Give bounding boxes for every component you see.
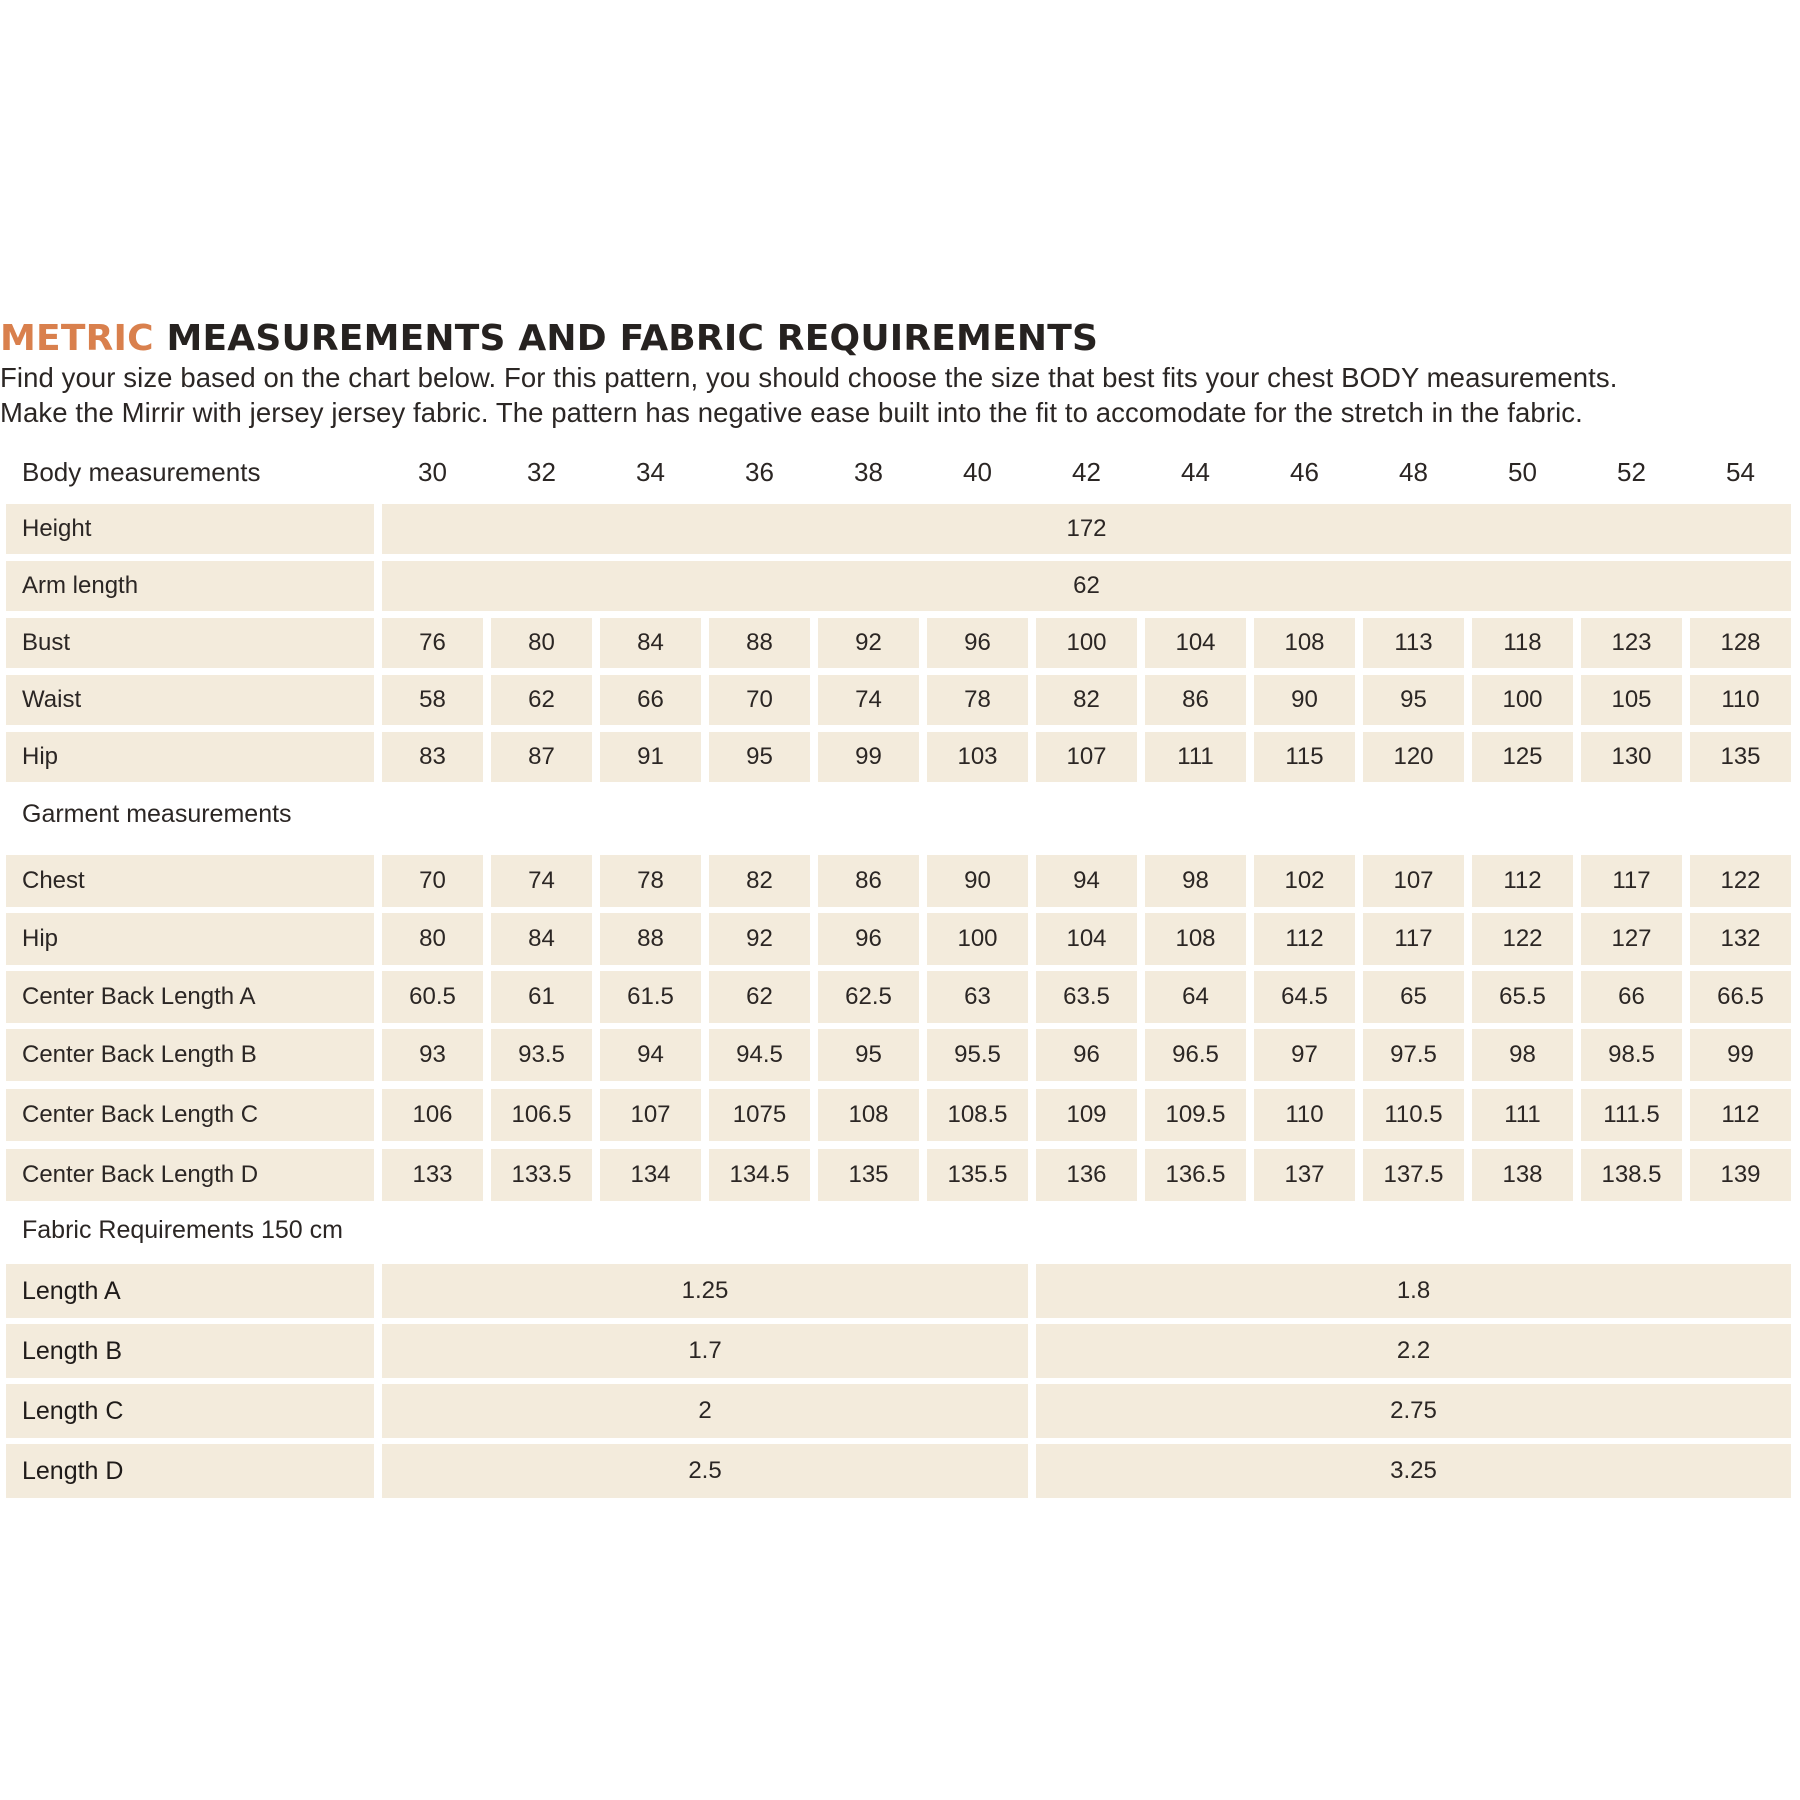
value-size-32: 106.5 [491, 1089, 592, 1141]
value-size-40: 95.5 [927, 1029, 1028, 1081]
page-title [0, 318, 1800, 360]
row-height [6, 504, 1790, 554]
value-size-46: 108 [1254, 618, 1355, 668]
value-size-46: 112 [1254, 913, 1355, 965]
value-size-44: 64 [1145, 971, 1246, 1023]
value-size-38: 86 [818, 855, 919, 907]
value-size-54: 112 [1690, 1089, 1791, 1141]
value-size-52: 130 [1581, 732, 1682, 782]
size-header-52: 52 [1617, 456, 1646, 487]
value-size-52: 127 [1581, 913, 1682, 965]
value-size-40: 108.5 [927, 1089, 1028, 1141]
body-measurements-heading: Body measurements [22, 456, 261, 487]
value-size-32: 133.5 [491, 1149, 592, 1201]
row-garment-center-back-length-a [6, 971, 1790, 1023]
value-size-36: 134.5 [709, 1149, 810, 1201]
value-size-48: 65 [1363, 971, 1464, 1023]
page-header [0, 318, 1800, 430]
row-fabric-length-d [6, 1444, 1790, 1498]
value-size-52: 66 [1581, 971, 1682, 1023]
value-size-54: 110 [1690, 675, 1791, 725]
value-size-32: 80 [491, 618, 592, 668]
value-size-38: 108 [818, 1089, 919, 1141]
value-size-48: 110.5 [1363, 1089, 1464, 1141]
title-accent: METRIC [0, 318, 154, 359]
fabric-value-small-sizes: 1.25 [382, 1264, 1028, 1318]
size-header-32: 32 [527, 456, 556, 487]
value-size-46: 110 [1254, 1089, 1355, 1141]
value-size-44: 109.5 [1145, 1089, 1246, 1141]
value-size-40: 78 [927, 675, 1028, 725]
value-size-36: 92 [709, 913, 810, 965]
value-size-52: 138.5 [1581, 1149, 1682, 1201]
value-size-54: 128 [1690, 618, 1791, 668]
title-rest: MEASUREMENTS AND FABRIC REQUIREMENTS [153, 318, 1099, 359]
value-size-52: 105 [1581, 675, 1682, 725]
row-label: Center Back Length B [6, 1029, 374, 1081]
row-label: Length C [6, 1384, 374, 1438]
size-header-40: 40 [963, 456, 992, 487]
value-size-48: 120 [1363, 732, 1464, 782]
size-header-46: 46 [1290, 456, 1319, 487]
fabric-value-large-sizes: 2.75 [1036, 1384, 1791, 1438]
value-size-36: 82 [709, 855, 810, 907]
row-label: Height [6, 504, 374, 554]
row-label: Length B [6, 1324, 374, 1378]
value-size-42: 109 [1036, 1089, 1137, 1141]
size-header-38: 38 [854, 456, 883, 487]
row-fabric-length-a [6, 1264, 1790, 1318]
value-size-30: 60.5 [382, 971, 483, 1023]
value-size-50: 122 [1472, 913, 1573, 965]
value-size-32: 74 [491, 855, 592, 907]
row-garment-center-back-length-c [6, 1089, 1790, 1141]
value-size-40: 135.5 [927, 1149, 1028, 1201]
value-size-36: 70 [709, 675, 810, 725]
value-size-44: 104 [1145, 618, 1246, 668]
value-size-48: 117 [1363, 913, 1464, 965]
value-size-54: 122 [1690, 855, 1791, 907]
value-size-32: 62 [491, 675, 592, 725]
size-header-50: 50 [1508, 456, 1537, 487]
row-garment-center-back-length-b [6, 1029, 1790, 1081]
value-size-44: 111 [1145, 732, 1246, 782]
value-size-30: 106 [382, 1089, 483, 1141]
value-size-50: 138 [1472, 1149, 1573, 1201]
size-header-54: 54 [1726, 456, 1755, 487]
value-size-42: 82 [1036, 675, 1137, 725]
value-size-50: 98 [1472, 1029, 1573, 1081]
row-label: Hip [6, 913, 374, 965]
garment-measurements-heading: Garment measurements [22, 800, 292, 828]
value-size-34: 84 [600, 618, 701, 668]
value-size-38: 96 [818, 913, 919, 965]
value-size-52: 98.5 [1581, 1029, 1682, 1081]
size-header-34: 34 [636, 456, 665, 487]
row-garment-center-back-length-d [6, 1149, 1790, 1201]
value-size-30: 83 [382, 732, 483, 782]
value-size-42: 96 [1036, 1029, 1137, 1081]
value-size-44: 136.5 [1145, 1149, 1246, 1201]
value-size-54: 66.5 [1690, 971, 1791, 1023]
value-size-44: 96.5 [1145, 1029, 1246, 1081]
value-size-44: 98 [1145, 855, 1246, 907]
value-size-54: 99 [1690, 1029, 1791, 1081]
value-size-40: 90 [927, 855, 1028, 907]
intro-line-2: Make the Mirrir with jersey jersey fabric. The pattern has negative ease built into the fit to accomodate for the stretch in the fabric. [0, 397, 1583, 428]
value-size-42: 136 [1036, 1149, 1137, 1201]
value-size-32: 84 [491, 913, 592, 965]
value-size-34: 66 [600, 675, 701, 725]
size-header-42: 42 [1072, 456, 1101, 487]
value-size-52: 111.5 [1581, 1089, 1682, 1141]
row-label: Hip [6, 732, 374, 782]
value-size-34: 91 [600, 732, 701, 782]
value-size-30: 93 [382, 1029, 483, 1081]
row-label: Length A [6, 1264, 374, 1318]
row-garment-hip [6, 913, 1790, 965]
value-size-40: 96 [927, 618, 1028, 668]
value-size-36: 95 [709, 732, 810, 782]
row-label: Center Back Length C [6, 1089, 374, 1141]
row-arm-length [6, 561, 1790, 611]
value-size-54: 139 [1690, 1149, 1791, 1201]
value-size-50: 65.5 [1472, 971, 1573, 1023]
value-size-48: 107 [1363, 855, 1464, 907]
value-size-36: 1075 [709, 1089, 810, 1141]
value-size-48: 137.5 [1363, 1149, 1464, 1201]
value-size-30: 58 [382, 675, 483, 725]
value-size-42: 107 [1036, 732, 1137, 782]
value-size-30: 76 [382, 618, 483, 668]
value-size-30: 133 [382, 1149, 483, 1201]
fabric-value-large-sizes: 3.25 [1036, 1444, 1791, 1498]
value-size-46: 115 [1254, 732, 1355, 782]
value-size-50: 125 [1472, 732, 1573, 782]
row-body-waist [6, 675, 1790, 725]
value-size-44: 86 [1145, 675, 1246, 725]
size-header-30: 30 [418, 456, 447, 487]
size-header-36: 36 [745, 456, 774, 487]
value-size-48: 97.5 [1363, 1029, 1464, 1081]
value-size-46: 97 [1254, 1029, 1355, 1081]
row-label: Length D [6, 1444, 374, 1498]
row-fabric-length-c [6, 1384, 1790, 1438]
value-size-36: 88 [709, 618, 810, 668]
value-size-30: 80 [382, 913, 483, 965]
intro-line-1: Find your size based on the chart below. For this pattern, you should choose the size that best fits your chest BODY measurements. [0, 362, 1618, 393]
value-size-40: 103 [927, 732, 1028, 782]
row-label: Center Back Length D [6, 1149, 374, 1201]
value-size-54: 132 [1690, 913, 1791, 965]
value-size-38: 135 [818, 1149, 919, 1201]
row-label: Arm length [6, 561, 374, 611]
value-size-40: 63 [927, 971, 1028, 1023]
value-size-50: 111 [1472, 1089, 1573, 1141]
value-size-44: 108 [1145, 913, 1246, 965]
value-size-46: 102 [1254, 855, 1355, 907]
value-size-42: 94 [1036, 855, 1137, 907]
value-size-36: 62 [709, 971, 810, 1023]
value-size-34: 134 [600, 1149, 701, 1201]
value-size-48: 113 [1363, 618, 1464, 668]
size-header-44: 44 [1181, 456, 1210, 487]
value-size-38: 74 [818, 675, 919, 725]
fabric-value-small-sizes: 1.7 [382, 1324, 1028, 1378]
value-size-50: 118 [1472, 618, 1573, 668]
row-label: Chest [6, 855, 374, 907]
fabric-value-large-sizes: 1.8 [1036, 1264, 1791, 1318]
row-label: Bust [6, 618, 374, 668]
row-body-hip [6, 732, 1790, 782]
value-size-34: 78 [600, 855, 701, 907]
fabric-value-large-sizes: 2.2 [1036, 1324, 1791, 1378]
row-garment-chest [6, 855, 1790, 907]
value-size-42: 63.5 [1036, 971, 1137, 1023]
value-size-50: 100 [1472, 675, 1573, 725]
value-size-38: 92 [818, 618, 919, 668]
value-size-32: 61 [491, 971, 592, 1023]
value-size-46: 64.5 [1254, 971, 1355, 1023]
value-size-40: 100 [927, 913, 1028, 965]
value-size-32: 87 [491, 732, 592, 782]
value-size-34: 94 [600, 1029, 701, 1081]
value-size-34: 88 [600, 913, 701, 965]
value-size-54: 135 [1690, 732, 1791, 782]
value-size-38: 95 [818, 1029, 919, 1081]
row-body-bust [6, 618, 1790, 668]
fabric-requirements-heading: Fabric Requirements 150 cm [22, 1216, 343, 1244]
value-size-52: 123 [1581, 618, 1682, 668]
value-size-46: 90 [1254, 675, 1355, 725]
value-size-46: 137 [1254, 1149, 1355, 1201]
value-size-38: 62.5 [818, 971, 919, 1023]
value-size-50: 112 [1472, 855, 1573, 907]
spanning-value: 62 [382, 561, 1791, 611]
value-size-34: 107 [600, 1089, 701, 1141]
value-size-52: 117 [1581, 855, 1682, 907]
row-label: Waist [6, 675, 374, 725]
value-size-48: 95 [1363, 675, 1464, 725]
value-size-36: 94.5 [709, 1029, 810, 1081]
row-label: Center Back Length A [6, 971, 374, 1023]
value-size-42: 104 [1036, 913, 1137, 965]
value-size-38: 99 [818, 732, 919, 782]
fabric-value-small-sizes: 2.5 [382, 1444, 1028, 1498]
row-fabric-length-b [6, 1324, 1790, 1378]
value-size-30: 70 [382, 855, 483, 907]
value-size-42: 100 [1036, 618, 1137, 668]
fabric-value-small-sizes: 2 [382, 1384, 1028, 1438]
value-size-34: 61.5 [600, 971, 701, 1023]
value-size-32: 93.5 [491, 1029, 592, 1081]
spanning-value: 172 [382, 504, 1791, 554]
size-header-48: 48 [1399, 456, 1428, 487]
